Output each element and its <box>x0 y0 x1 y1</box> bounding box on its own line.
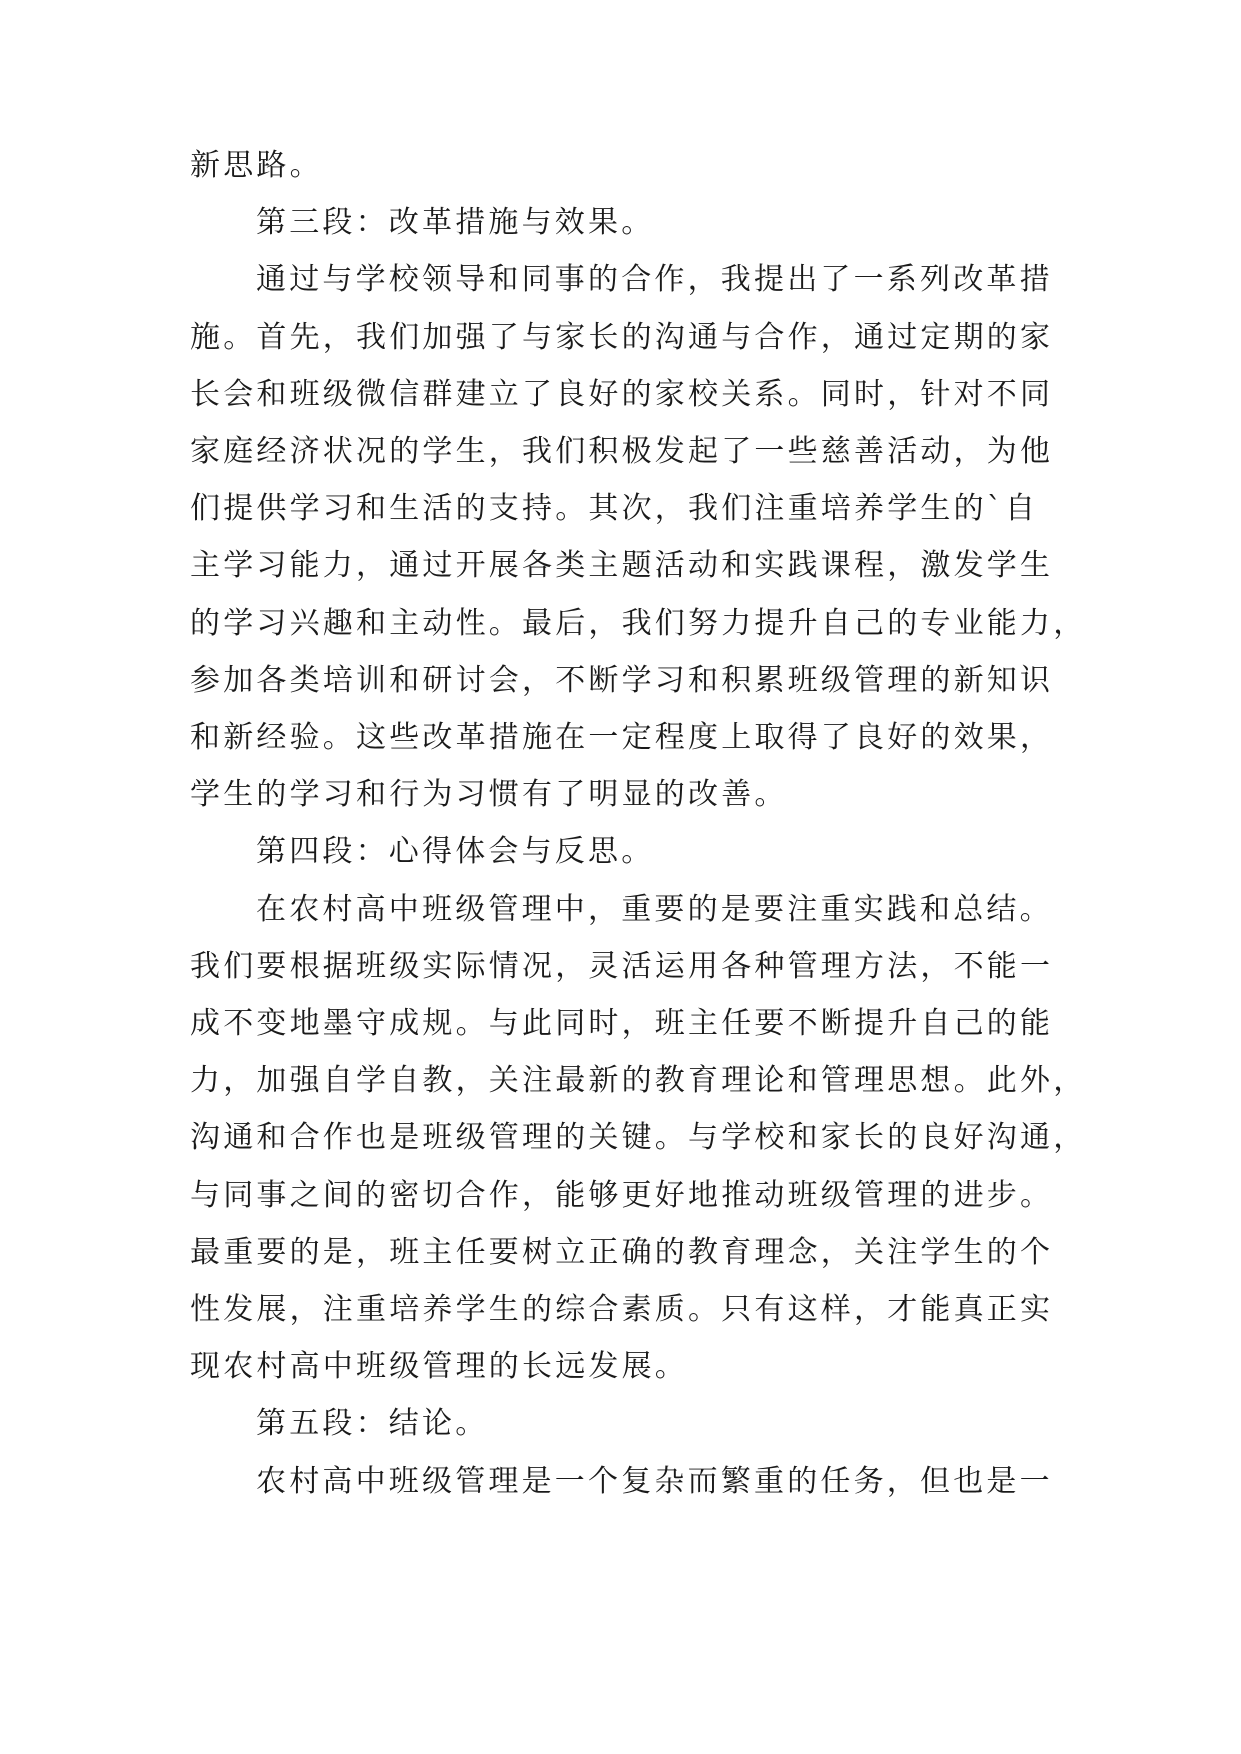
text-line: 现农村高中班级管理的长远发展。 <box>190 1349 688 1384</box>
section-heading-3: 第三段：改革措施与效果。 <box>256 205 655 240</box>
text-line: 在农村高中班级管理中，重要的是要注重实践和总结。 <box>256 892 1053 927</box>
text-line: 通过与学校领导和同事的合作，我提出了一系列改革措 <box>256 262 1053 297</box>
text-line: 和新经验。这些改革措施在一定程度上取得了良好的效果， <box>190 720 1054 755</box>
section-heading-4: 第四段：心得体会与反思。 <box>256 834 655 869</box>
text-line: 参加各类培训和研讨会，不断学习和积累班级管理的新知识 <box>190 663 1054 698</box>
text-line: 农村高中班级管理是一个复杂而繁重的任务，但也是一 <box>256 1464 1053 1499</box>
text-line: 成不变地墨守成规。与此同时，班主任要不断提升自己的能 <box>190 1006 1054 1041</box>
text-line: 我们要根据班级实际情况，灵活运用各种管理方法，不能一 <box>190 949 1054 984</box>
text-line: 家庭经济状况的学生，我们积极发起了一些慈善活动，为他 <box>190 434 1054 469</box>
text-line: 的学习兴趣和主动性。最后，我们努力提升自己的专业能力， <box>190 606 1087 641</box>
text-line: 新思路。 <box>190 148 323 183</box>
text-line: 施。首先，我们加强了与家长的沟通与合作，通过定期的家 <box>190 320 1054 355</box>
text-line: 与同事之间的密切合作，能够更好地推动班级管理的进步。 <box>190 1178 1054 1213</box>
text-line: 性发展，注重培养学生的综合素质。只有这样，才能真正实 <box>190 1292 1054 1327</box>
text-line: 长会和班级微信群建立了良好的家校关系。同时，针对不同 <box>190 377 1054 412</box>
text-line: 主学习能力，通过开展各类主题活动和实践课程，激发学生 <box>190 548 1054 583</box>
text-line: 力，加强自学自教，关注最新的教育理论和管理思想。此外， <box>190 1063 1087 1098</box>
text-line: 最重要的是，班主任要树立正确的教育理念，关注学生的个 <box>190 1235 1054 1270</box>
section-heading-5: 第五段：结论。 <box>256 1406 489 1441</box>
text-line: 沟通和合作也是班级管理的关键。与学校和家长的良好沟通， <box>190 1120 1087 1155</box>
text-line: 们提供学习和生活的支持。其次，我们注重培养学生的`自 <box>190 491 1039 526</box>
text-line: 学生的学习和行为习惯有了明显的改善。 <box>190 777 788 812</box>
